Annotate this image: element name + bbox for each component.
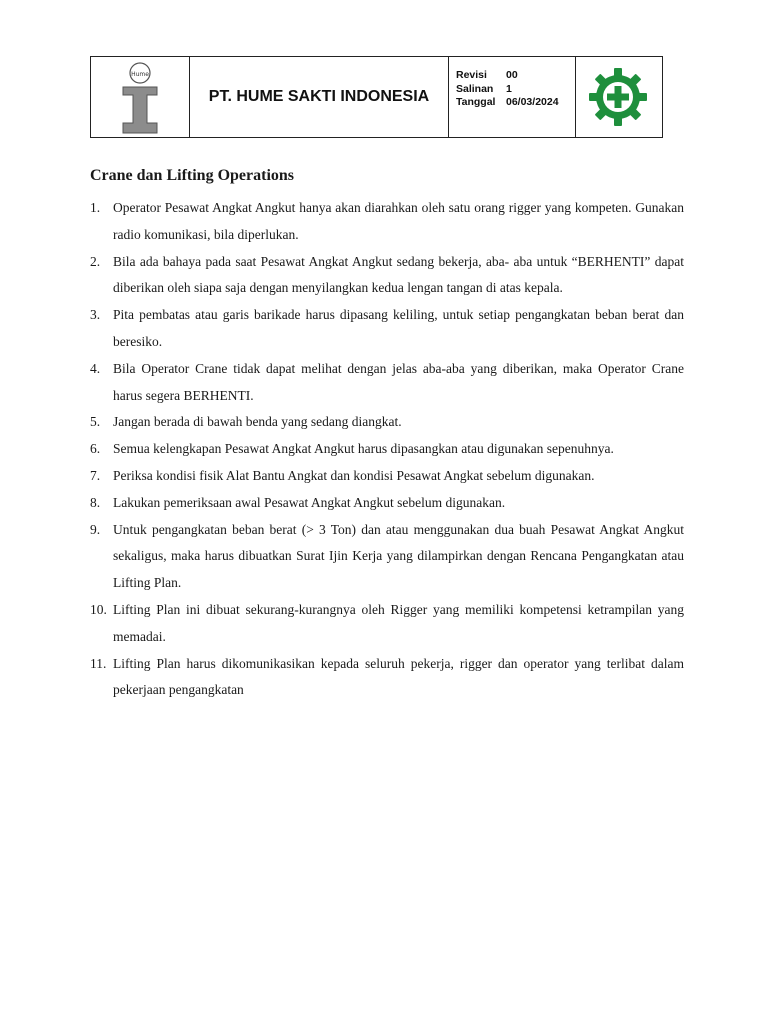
item-text: Lakukan pemeriksaan awal Pesawat Angkat Angkut sebelum digunakan. — [113, 494, 506, 510]
item-text: Lifting Plan ini dibuat sekurang-kurangnya oleh Rigger yang memiliki kompetensi ketrampilan yang memadai. — [113, 601, 684, 644]
list-item — [90, 195, 684, 249]
list-item — [90, 490, 684, 517]
meta-value: 00 — [506, 69, 518, 81]
item-text: Bila ada bahaya pada saat Pesawat Angkat Angkut sedang bekerja, aba- aba untuk “BERHENTI” dapat diberikan oleh siapa saja dengan menyilangkan kedua lengan tangan di atas kepala. — [113, 253, 684, 296]
meta-row-tanggal — [456, 96, 575, 110]
instruction-list — [90, 195, 684, 704]
item-number: 1. — [90, 200, 101, 215]
meta-row-salinan — [456, 83, 575, 97]
logo-text: Hume — [131, 71, 149, 78]
document-header — [90, 56, 663, 138]
list-item — [90, 597, 684, 651]
list-item — [90, 651, 684, 705]
meta-cell — [449, 57, 576, 137]
meta-row-revisi — [456, 69, 575, 83]
k3-safety-cross-icon — [588, 67, 648, 127]
item-text: Untuk pengangkatan beban berat (> 3 Ton) dan atau menggunakan dua buah Pesawat Angkat Angkut sekaligus, maka harus dibuatkan Surat Ijin Kerja yang dilampirkan dengan Rencana Pengangkatan atau Lifting Plan. — [113, 521, 684, 591]
company-name: PT. HUME SAKTI INDONESIA — [208, 88, 430, 105]
k3-cell — [576, 57, 662, 137]
item-number: 11. — [90, 655, 107, 671]
meta-value: 06/03/2024 — [506, 96, 559, 108]
list-item — [90, 249, 684, 303]
meta-label: Tanggal — [456, 96, 496, 108]
item-number: 8. — [90, 494, 101, 510]
item-text: Lifting Plan harus dikomunikasikan kepada seluruh pekerja, rigger dan operator yang terlibat dalam pekerjaan pengangkatan — [113, 655, 684, 698]
item-number: 7. — [90, 467, 101, 483]
list-item — [90, 517, 684, 597]
logo-cell — [91, 57, 190, 137]
company-cell — [190, 57, 449, 137]
item-number: 6. — [90, 441, 101, 457]
item-number: 3. — [90, 307, 101, 323]
list-item — [90, 409, 684, 436]
list-item — [90, 463, 684, 490]
item-number: 10. — [90, 601, 107, 617]
document-body — [90, 163, 684, 704]
item-text: Pita pembatas atau garis barikade harus dipasang keliling, untuk setiap pengangkatan beban berat dan beresiko. — [113, 307, 684, 349]
meta-label: Revisi — [456, 69, 487, 81]
list-item — [90, 436, 684, 463]
item-text: Jangan berada di bawah benda yang sedang diangkat. — [113, 414, 402, 430]
item-number: 5. — [90, 414, 101, 430]
item-text: Periksa kondisi fisik Alat Bantu Angkat dan kondisi Pesawat Angkat sebelum digunakan. — [113, 467, 595, 483]
meta-label: Salinan — [456, 82, 494, 95]
item-number: 2. — [90, 253, 101, 269]
item-text: Semua kelengkapan Pesawat Angkat Angkut harus dipasangkan atau digunakan sepenuhnya. — [113, 441, 614, 457]
document-title: Crane dan Lifting Operations — [90, 167, 295, 184]
item-text: Operator Pesawat Angkat Angkut hanya akan diarahkan oleh satu orang rigger yang kompeten. Gunakan radio komunikasi, bila diperlukan. — [113, 200, 684, 242]
list-item — [90, 356, 684, 410]
meta-value: 1 — [506, 82, 512, 95]
item-number: 4. — [90, 360, 101, 376]
hume-logo-icon — [119, 59, 163, 137]
list-item — [90, 302, 684, 356]
item-number: 9. — [90, 521, 101, 537]
item-text: Bila Operator Crane tidak dapat melihat dengan jelas aba-aba yang diberikan, maka Operator Crane harus segera BERHENTI. — [113, 360, 684, 403]
